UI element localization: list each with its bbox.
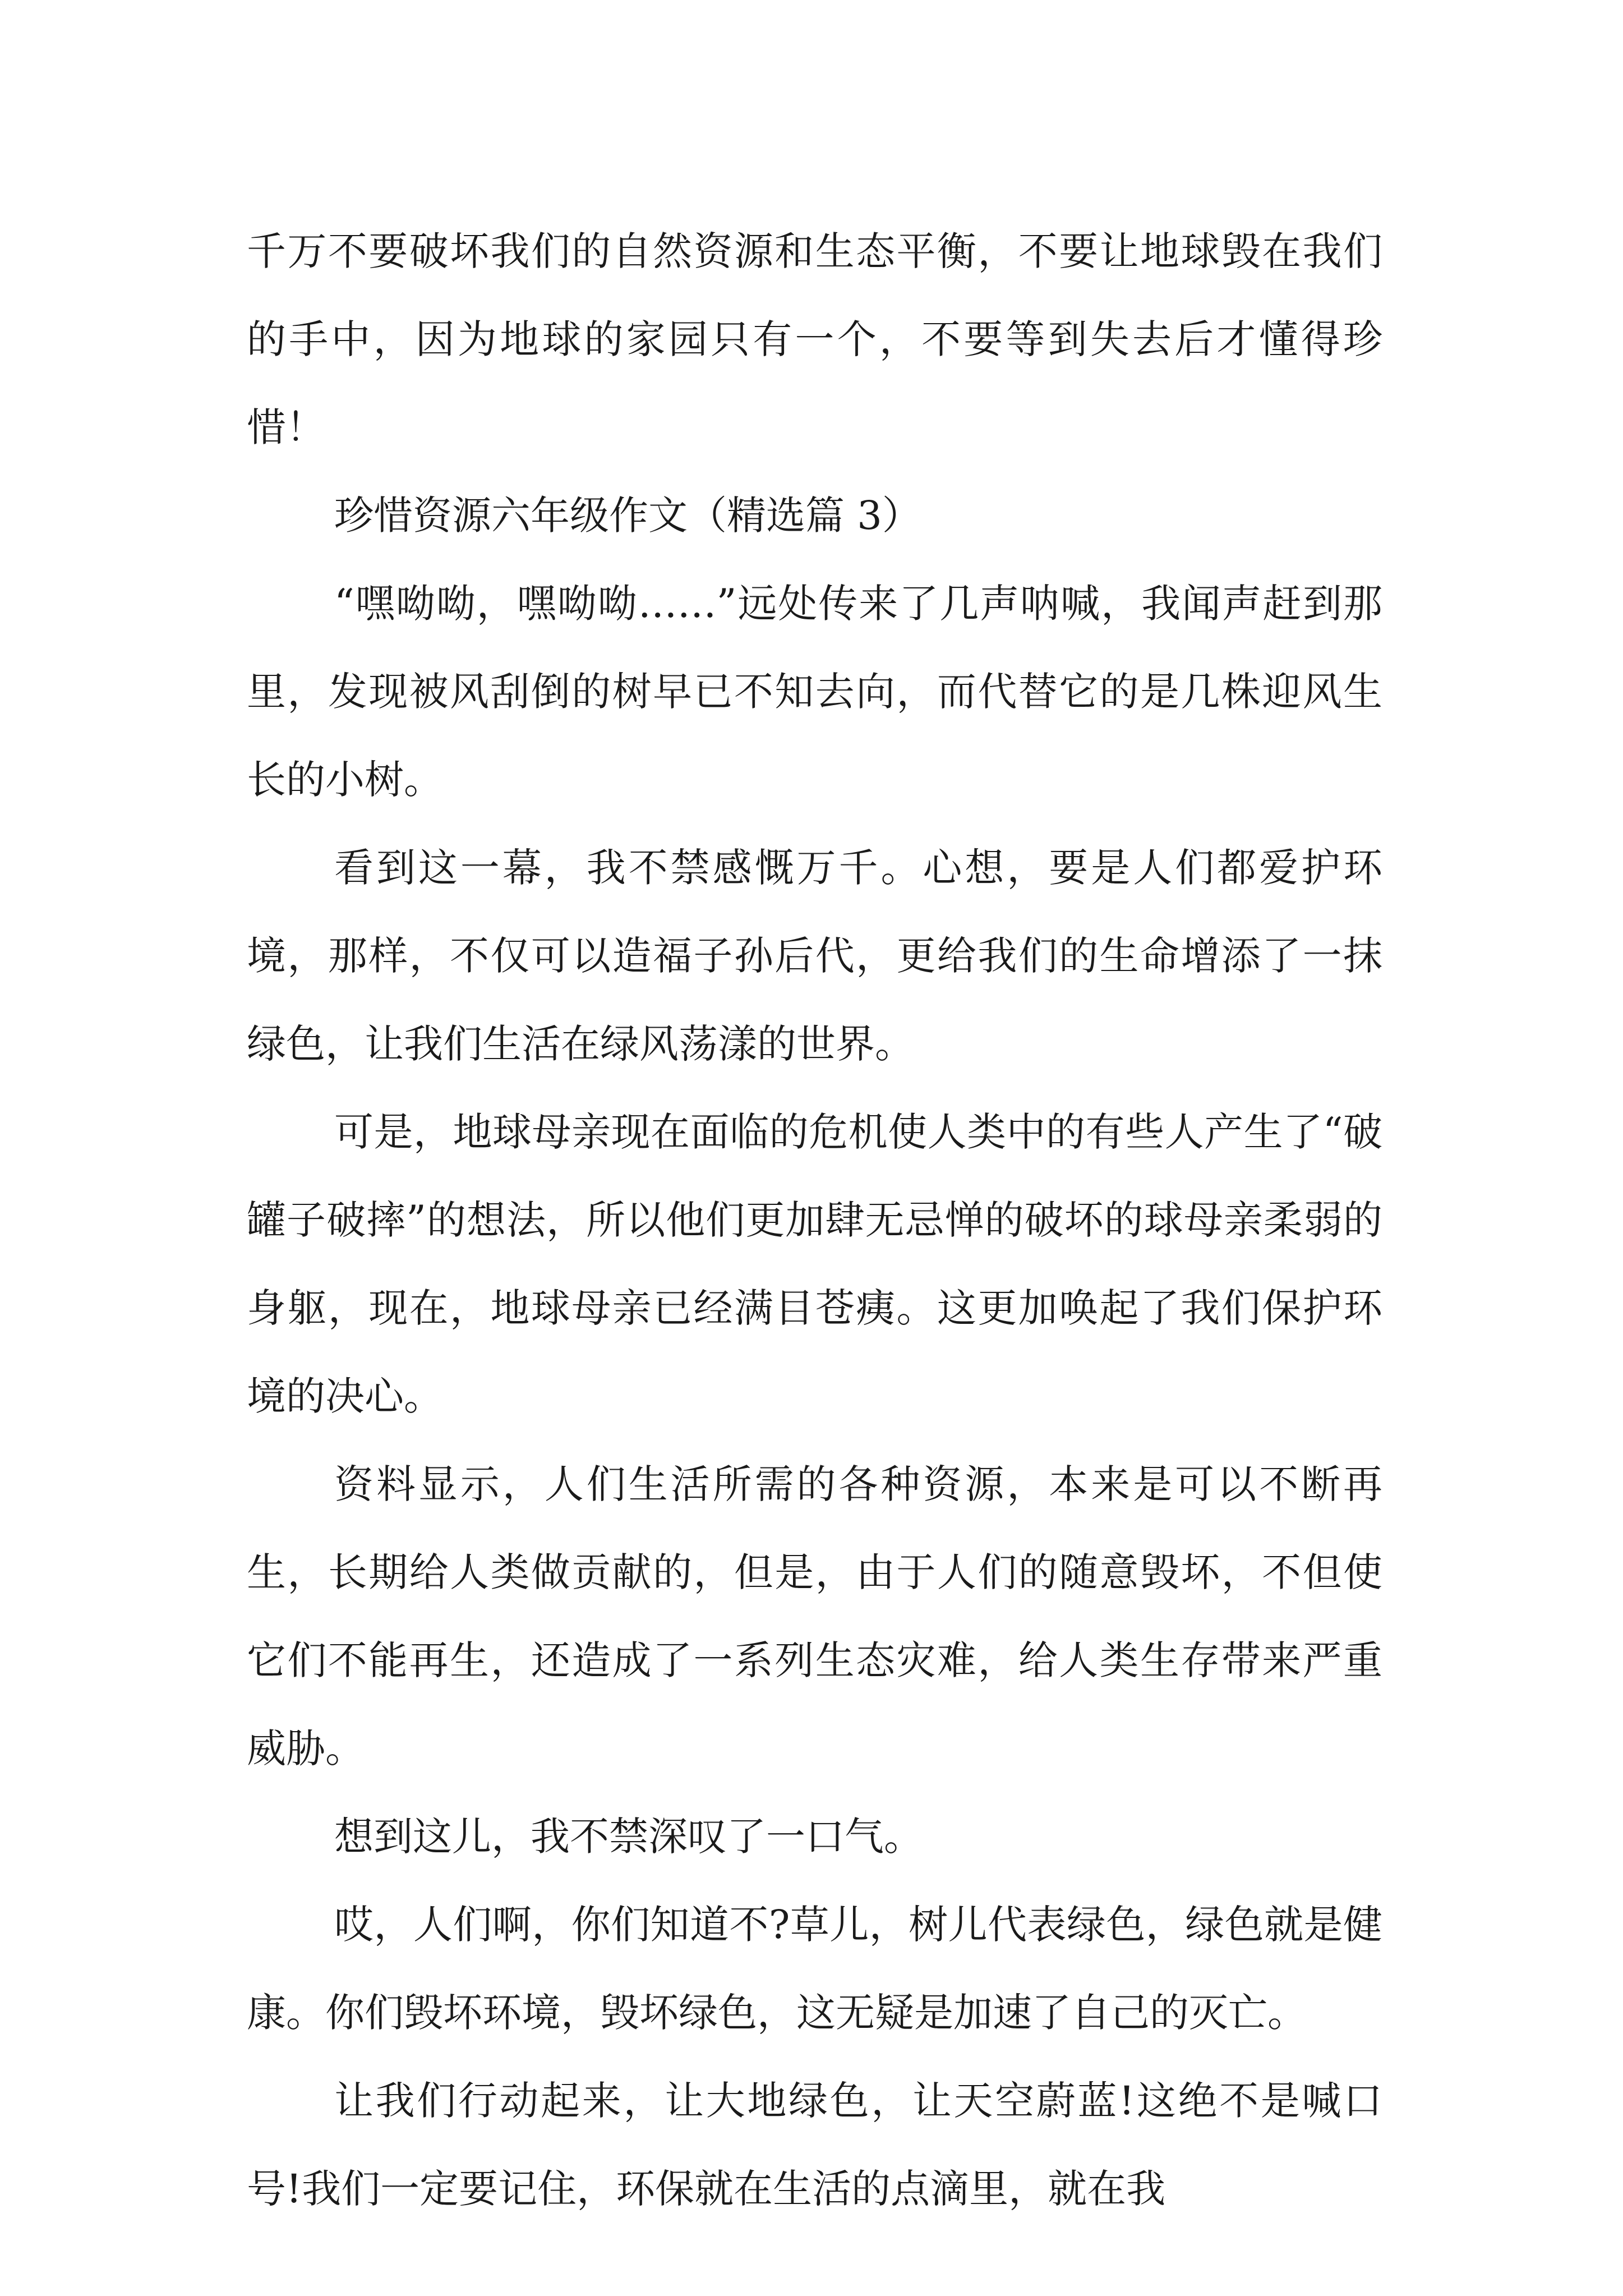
paragraph: 资料显示，人们生活所需的各种资源，本来是可以不断再生，长期给人类做贡献的，但是，由于人们的随意毁坏，不但使它们不能再生，还造成了一系列生态灾难，给人类生存带来严重威胁。 [247, 1461, 1382, 1772]
paragraph: 哎，人们啊，你们知道不?草儿，树儿代表绿色，绿色就是健康。你们毁坏环境，毁坏绿色，这无疑是加速了自己的灭亡。 [247, 1902, 1382, 2036]
paragraph: 想到这儿，我不禁深叹了一口气。 [334, 1814, 923, 1860]
paragraph: 可是，地球母亲现在面临的危机使人类中的有些人产生了“破罐子破摔”的想法，所以他们更加肆无忌惮的破坏的球母亲柔弱的身躯，现在，地球母亲已经满目苍痍。这更加唤起了我们保护环境的决心。 [247, 1109, 1382, 1419]
paragraph: “嘿呦呦，嘿呦呦……”远处传来了几声呐喊，我闻声赶到那里，发现被风刮倒的树早已不知去向，而代替它的是几株迎风生长的小树。 [247, 581, 1382, 803]
paragraph-continuation: 千万不要破坏我们的自然资源和生态平衡，不要让地球毁在我们的手中，因为地球的家园只有一个，不要等到失去后才懂得珍惜！ [247, 228, 1382, 450]
section-heading: 珍惜资源六年级作文（精选篇 3） [334, 493, 921, 539]
paragraph: 让我们行动起来，让大地绿色，让天空蔚蓝!这绝不是喊口号!我们一定要记住，环保就在生活的点滴里，就在我 [247, 2078, 1382, 2212]
paragraph: 看到这一幕，我不禁感慨万千。心想，要是人们都爱护环境，那样，不仅可以造福子孙后代，更给我们的生命增添了一抹绿色，让我们生活在绿风荡漾的世界。 [247, 845, 1382, 1067]
document-page [247, 208, 1382, 2233]
